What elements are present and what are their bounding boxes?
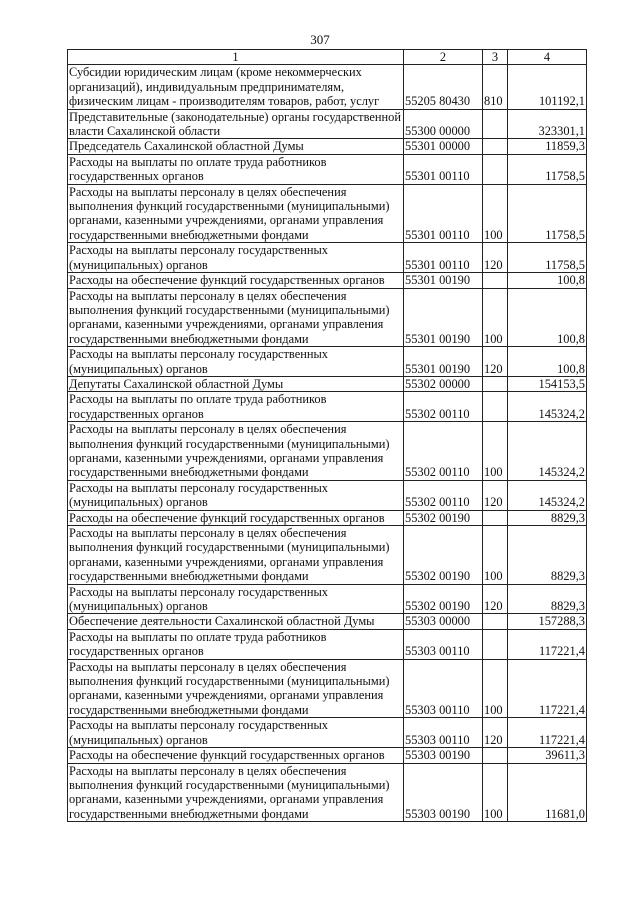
row-description: Обеспечение деятельности Сахалинской областной Думы <box>68 614 404 629</box>
row-code: 55303 00110 <box>404 718 483 748</box>
row-amount: 11859,3 <box>508 139 587 154</box>
table-row <box>68 526 587 585</box>
row-amount: 8829,3 <box>508 510 587 525</box>
row-expense-type: 100 <box>483 526 508 585</box>
row-amount: 157288,3 <box>508 614 587 629</box>
row-code: 55300 00000 <box>404 109 483 139</box>
row-expense-type: 120 <box>483 243 508 273</box>
row-code: 55303 00000 <box>404 614 483 629</box>
row-code: 55302 00110 <box>404 422 483 481</box>
row-code: 55205 80430 <box>404 65 483 109</box>
table-row <box>68 763 587 822</box>
row-code: 55302 00190 <box>404 510 483 525</box>
row-expense-type: 120 <box>483 718 508 748</box>
row-expense-type: 100 <box>483 422 508 481</box>
row-code: 55303 00190 <box>404 763 483 822</box>
row-description: Расходы на выплаты по оплате труда работников государственных органов <box>68 154 404 184</box>
row-amount: 154153,5 <box>508 376 587 391</box>
row-expense-type <box>483 510 508 525</box>
row-code: 55302 00110 <box>404 392 483 422</box>
row-expense-type <box>483 139 508 154</box>
row-code: 55302 00000 <box>404 376 483 391</box>
row-expense-type: 100 <box>483 763 508 822</box>
row-expense-type <box>483 154 508 184</box>
table-row <box>68 184 587 243</box>
row-description: Расходы на выплаты персоналу государственных (муниципальных) органов <box>68 347 404 377</box>
row-amount: 11758,5 <box>508 184 587 243</box>
table-row <box>68 422 587 481</box>
table-row <box>68 273 587 288</box>
row-description: Расходы на выплаты персоналу в целях обеспечения выполнения функций государственными (муниципальными) органами, казенными учреждениями, органами управления государственными внебюджетными фондами <box>68 763 404 822</box>
row-expense-type: 100 <box>483 288 508 347</box>
header-col-4: 4 <box>508 50 587 65</box>
table-row <box>68 109 587 139</box>
row-description: Расходы на выплаты по оплате труда работников государственных органов <box>68 392 404 422</box>
row-expense-type <box>483 614 508 629</box>
table-header <box>68 50 587 65</box>
page-number: 307 <box>310 32 330 47</box>
table-row <box>68 139 587 154</box>
table-row <box>68 154 587 184</box>
row-description: Расходы на обеспечение функций государственных органов <box>68 510 404 525</box>
table-body <box>68 65 587 822</box>
header-row <box>68 50 587 65</box>
row-amount: 145324,2 <box>508 480 587 510</box>
row-expense-type <box>483 629 508 659</box>
row-description: Расходы на выплаты персоналу государственных (муниципальных) органов <box>68 584 404 614</box>
row-expense-type: 120 <box>483 347 508 377</box>
row-amount: 100,8 <box>508 288 587 347</box>
row-amount: 100,8 <box>508 273 587 288</box>
row-code: 55301 00110 <box>404 184 483 243</box>
row-code: 55303 00190 <box>404 748 483 763</box>
row-description: Расходы на выплаты персоналу государственных (муниципальных) органов <box>68 718 404 748</box>
row-code: 55303 00110 <box>404 629 483 659</box>
table-row <box>68 584 587 614</box>
row-code: 55302 00110 <box>404 480 483 510</box>
row-expense-type: 100 <box>483 659 508 718</box>
row-amount: 323301,1 <box>508 109 587 139</box>
row-description: Расходы на выплаты персоналу в целях обеспечения выполнения функций государственными (муниципальными) органами, казенными учреждениями, органами управления государственными внебюджетными фондами <box>68 526 404 585</box>
row-expense-type: 120 <box>483 480 508 510</box>
row-description: Депутаты Сахалинской областной Думы <box>68 376 404 391</box>
row-description: Расходы на выплаты персоналу государственных (муниципальных) органов <box>68 480 404 510</box>
row-expense-type: 810 <box>483 65 508 109</box>
row-amount: 11758,5 <box>508 154 587 184</box>
row-amount: 8829,3 <box>508 526 587 585</box>
row-amount: 117221,4 <box>508 659 587 718</box>
row-expense-type: 100 <box>483 184 508 243</box>
row-code: 55301 00190 <box>404 288 483 347</box>
row-amount: 11758,5 <box>508 243 587 273</box>
header-col-2: 2 <box>404 50 483 65</box>
row-code: 55302 00190 <box>404 526 483 585</box>
table-row <box>68 629 587 659</box>
table-row <box>68 243 587 273</box>
row-amount: 11681,0 <box>508 763 587 822</box>
row-code: 55303 00110 <box>404 659 483 718</box>
row-expense-type <box>483 376 508 391</box>
table-row <box>68 392 587 422</box>
row-amount: 117221,4 <box>508 629 587 659</box>
row-amount: 117221,4 <box>508 718 587 748</box>
header-col-1: 1 <box>68 50 404 65</box>
table-row <box>68 65 587 109</box>
row-expense-type <box>483 748 508 763</box>
row-description: Председатель Сахалинской областной Думы <box>68 139 404 154</box>
table-row <box>68 659 587 718</box>
table-row <box>68 288 587 347</box>
header-col-3: 3 <box>483 50 508 65</box>
row-amount: 101192,1 <box>508 65 587 109</box>
row-expense-type: 120 <box>483 584 508 614</box>
table-row <box>68 376 587 391</box>
row-amount: 8829,3 <box>508 584 587 614</box>
row-amount: 39611,3 <box>508 748 587 763</box>
row-description: Расходы на выплаты персоналу в целях обеспечения выполнения функций государственными (муниципальными) органами, казенными учреждениями, органами управления государственными внебюджетными фондами <box>68 184 404 243</box>
table-row <box>68 614 587 629</box>
row-description: Субсидии юридическим лицам (кроме некоммерческих организаций), индивидуальным предпринимателям, физическим лицам - производителям товаров, работ, услуг <box>68 65 404 109</box>
row-expense-type <box>483 109 508 139</box>
row-amount: 145324,2 <box>508 422 587 481</box>
table-row <box>68 347 587 377</box>
row-description: Расходы на выплаты по оплате труда работников государственных органов <box>68 629 404 659</box>
table-row <box>68 718 587 748</box>
row-description: Расходы на выплаты персоналу государственных (муниципальных) органов <box>68 243 404 273</box>
row-amount: 145324,2 <box>508 392 587 422</box>
row-description: Расходы на обеспечение функций государственных органов <box>68 273 404 288</box>
row-description: Расходы на выплаты персоналу в целях обеспечения выполнения функций государственными (муниципальными) органами, казенными учреждениями, органами управления государственными внебюджетными фондами <box>68 288 404 347</box>
row-code: 55301 00190 <box>404 273 483 288</box>
row-code: 55302 00190 <box>404 584 483 614</box>
row-description: Представительные (законодательные) органы государственной власти Сахалинской области <box>68 109 404 139</box>
row-code: 55301 00110 <box>404 154 483 184</box>
row-code: 55301 00190 <box>404 347 483 377</box>
row-code: 55301 00110 <box>404 243 483 273</box>
row-description: Расходы на обеспечение функций государственных органов <box>68 748 404 763</box>
row-code: 55301 00000 <box>404 139 483 154</box>
budget-table <box>67 49 587 822</box>
table-row <box>68 748 587 763</box>
table-row <box>68 480 587 510</box>
row-expense-type <box>483 273 508 288</box>
row-description: Расходы на выплаты персоналу в целях обеспечения выполнения функций государственными (муниципальными) органами, казенными учреждениями, органами управления государственными внебюджетными фондами <box>68 659 404 718</box>
row-amount: 100,8 <box>508 347 587 377</box>
row-description: Расходы на выплаты персоналу в целях обеспечения выполнения функций государственными (муниципальными) органами, казенными учреждениями, органами управления государственными внебюджетными фондами <box>68 422 404 481</box>
row-expense-type <box>483 392 508 422</box>
table-row <box>68 510 587 525</box>
